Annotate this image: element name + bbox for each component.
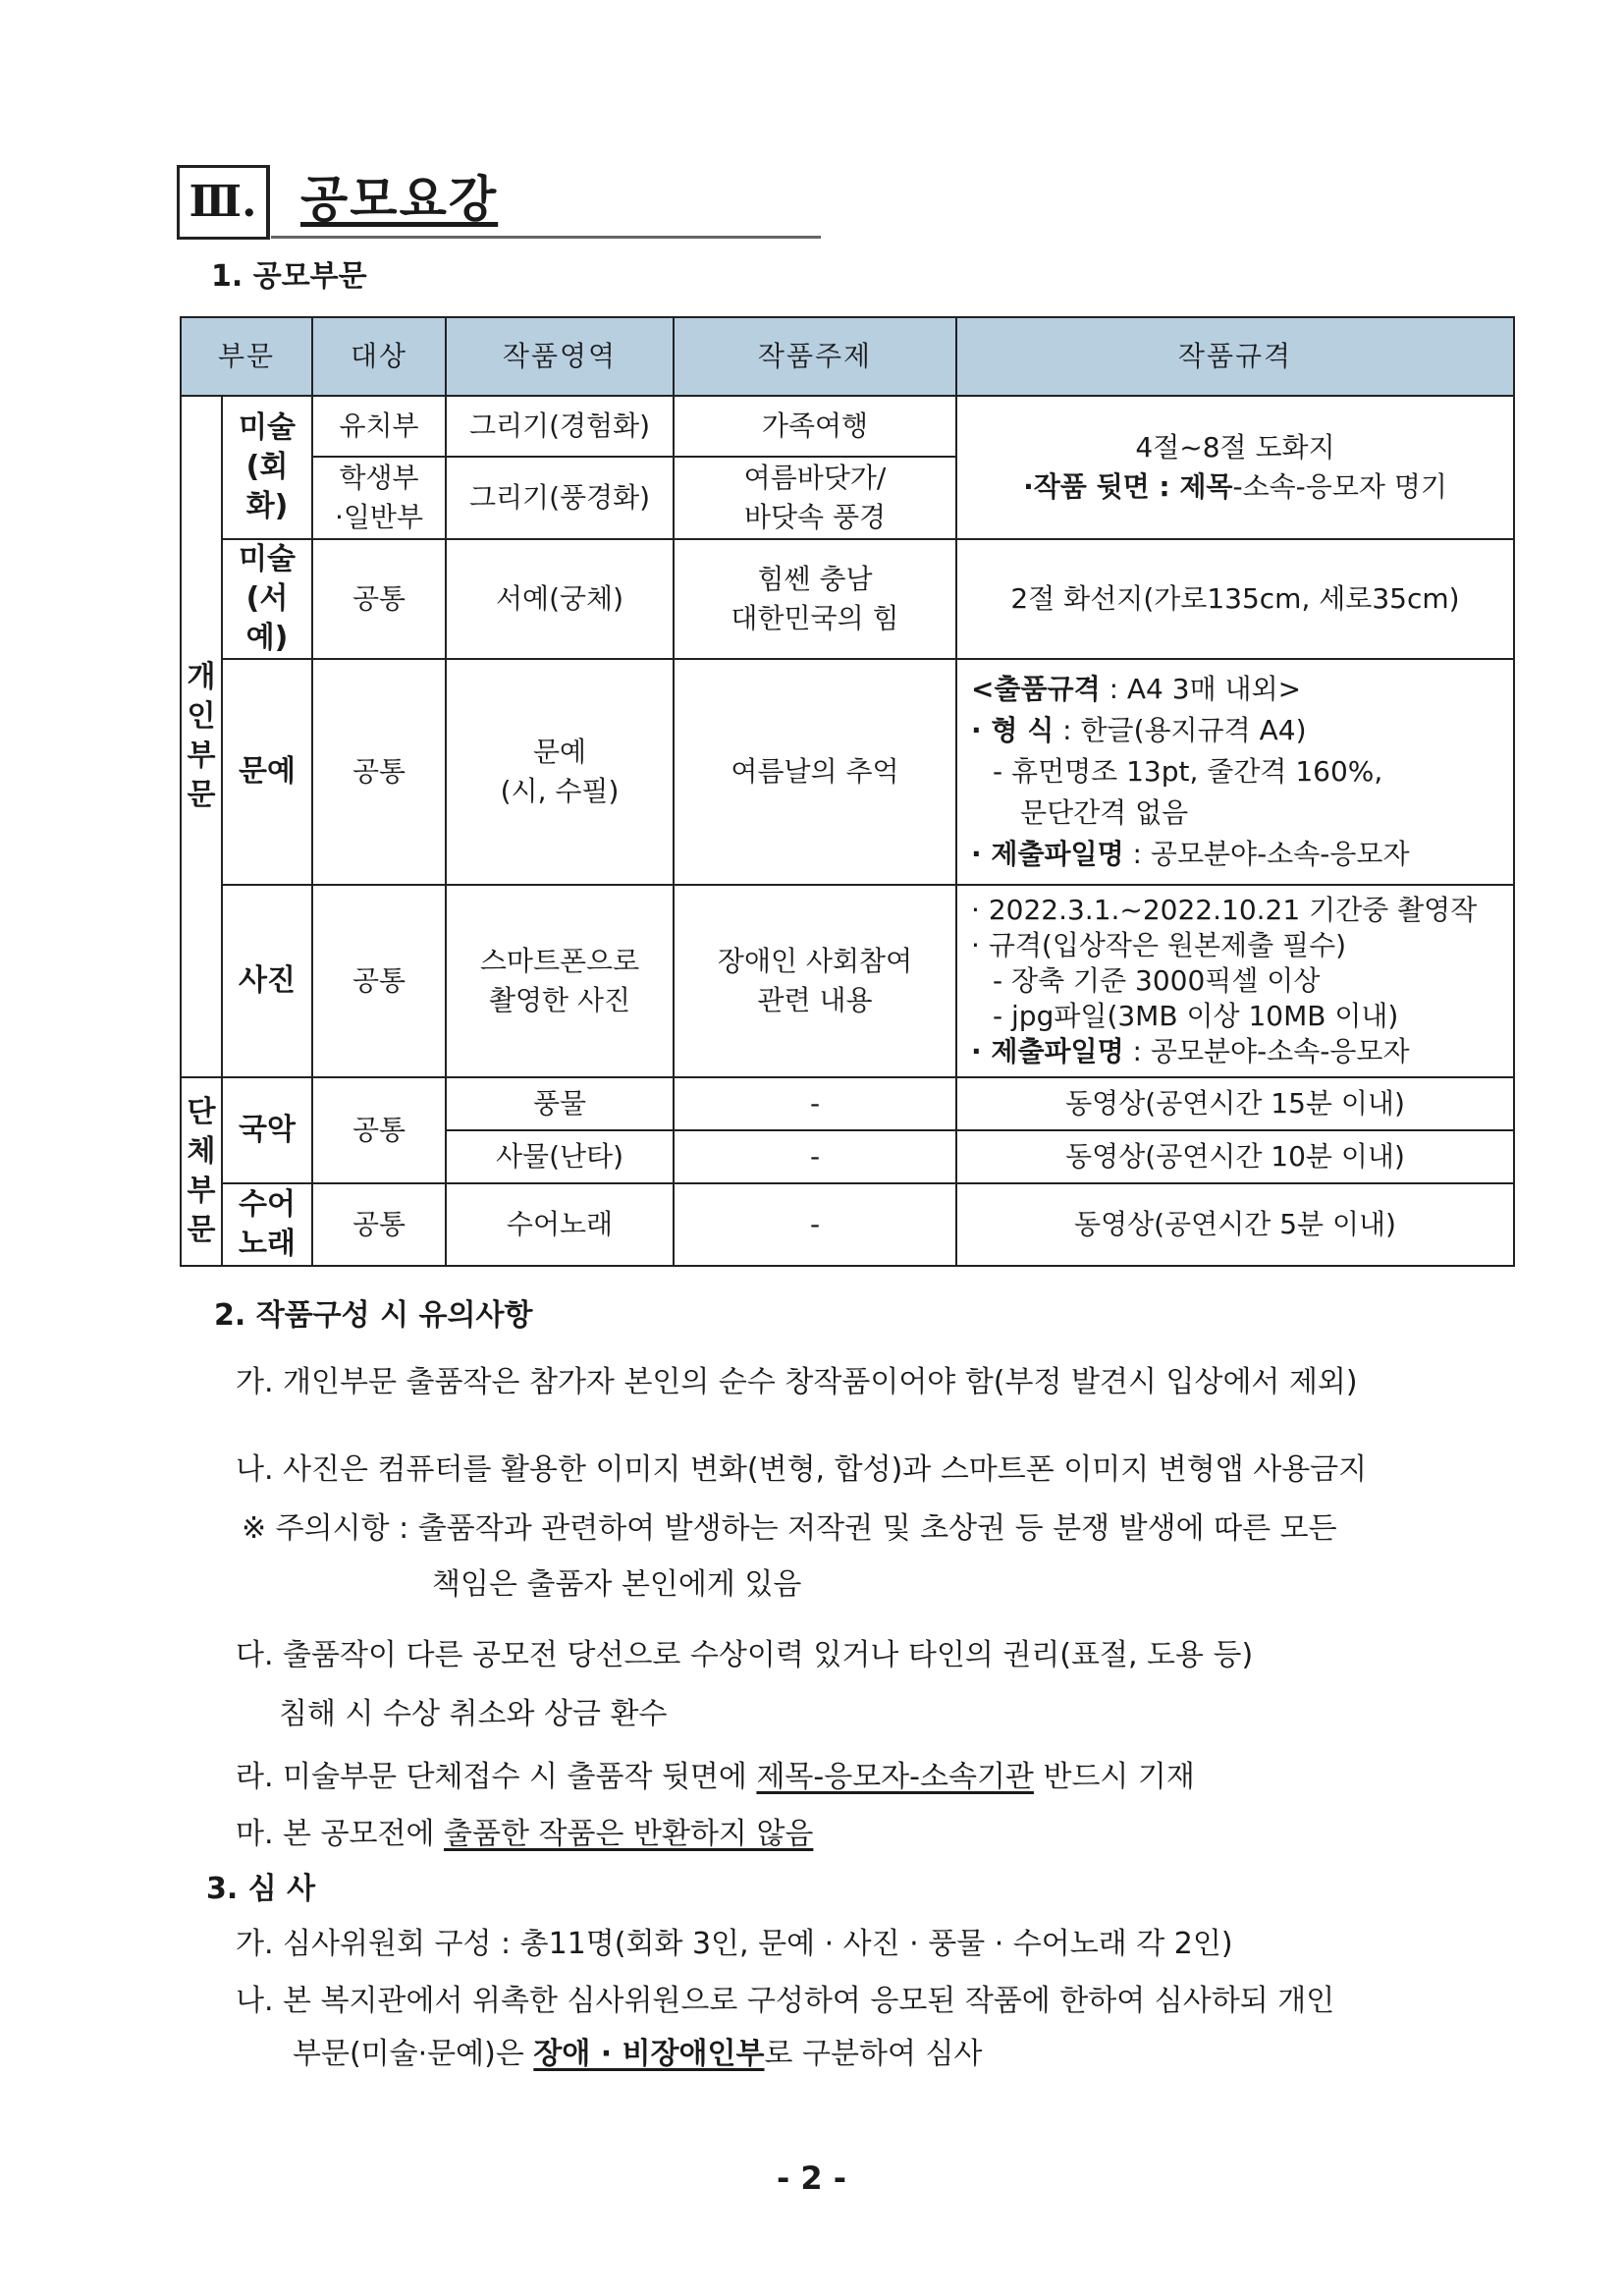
target-cell: 공통	[312, 885, 446, 1077]
spec-cell: 동영상(공연시간 15분 이내)	[956, 1077, 1514, 1130]
area-cell: 문예 (시, 수필)	[446, 659, 674, 885]
area-cell: 수어노래	[446, 1183, 674, 1266]
target-cell: 공통	[312, 1077, 446, 1183]
theme-cell: 장애인 사회참여 관련 내용	[674, 885, 956, 1077]
note-da-2: 침해 시 수상 취소와 상금 환수	[279, 1697, 668, 1731]
note-caution-2: 책임은 출품자 본인에게 있음	[432, 1567, 802, 1602]
table-row	[181, 1183, 1514, 1266]
note-caution-1: ※ 주의시항 : 출품작과 관련하여 발생하는 저작권 및 초상권 등 분쟁 발생에 따른 모든	[242, 1511, 1337, 1546]
category-sign-song: 수어 노래	[222, 1183, 312, 1266]
area-cell: 풍물	[446, 1077, 674, 1130]
note-ga: 가. 개인부문 출품작은 참가자 본인의 순수 창작품이어야 함(부정 발견시 입상에서 제외)	[236, 1365, 1358, 1399]
table-row	[181, 659, 1514, 885]
theme-cell: -	[674, 1077, 956, 1130]
review-na-2: 부문(미술·문예)은 장애 · 비장애인부로 구분하여 심사	[293, 2037, 983, 2071]
spec-art-calligraphy: 2절 화선지(가로135cm, 세로35cm)	[956, 539, 1514, 659]
subheading-precautions: 2. 작품구성 시 유의사항	[214, 1298, 533, 1333]
section-rule	[271, 236, 821, 239]
category-art-calligraphy: 미술 (서예)	[222, 539, 312, 659]
header-category: 부문	[181, 317, 312, 396]
header-target: 대상	[312, 317, 446, 396]
theme-cell: 힘쎈 충남 대한민국의 힘	[674, 539, 956, 659]
target-cell: 공통	[312, 1183, 446, 1266]
header-spec: 작품규격	[956, 317, 1514, 396]
note-na: 나. 사진은 컴퓨터를 활용한 이미지 변화(변형, 합성)과 스마트폰 이미지 변형앱 사용금지	[236, 1452, 1368, 1487]
note-ra: 라. 미술부문 단체접수 시 출품작 뒷면에 제목-응모자-소속기관 반드시 기재	[236, 1760, 1195, 1794]
area-cell: 그리기(경험화)	[446, 396, 674, 457]
page-number: - 2 -	[776, 2159, 847, 2197]
theme-cell: 여름바닷가/ 바닷속 풍경	[674, 457, 956, 539]
subheading-contest-categories: 1. 공모부문	[211, 259, 367, 294]
table-row	[181, 885, 1514, 1077]
section-title: 공모요강	[300, 171, 499, 228]
theme-cell: 여름날의 추억	[674, 659, 956, 885]
spec-cell: 동영상(공연시간 5분 이내)	[956, 1183, 1514, 1266]
area-cell: 서예(궁체)	[446, 539, 674, 659]
section-number: Ⅲ.	[177, 165, 270, 240]
table-header-row	[181, 317, 1514, 396]
section-heading	[177, 165, 825, 240]
spec-cell: 동영상(공연시간 10분 이내)	[956, 1130, 1514, 1183]
target-cell: 학생부 ·일반부	[312, 457, 446, 539]
review-na-1: 나. 본 복지관에서 위촉한 심사위원으로 구성하여 응모된 작품에 한하여 심사하되 개인	[236, 1984, 1335, 2018]
group-individual: 개 인 부 문	[181, 396, 222, 1077]
theme-cell: -	[674, 1183, 956, 1266]
theme-cell: -	[674, 1130, 956, 1183]
group-team: 단 체 부 문	[181, 1077, 222, 1266]
category-gugak: 국악	[222, 1077, 312, 1183]
spec-literature: <출품규격 : A4 3매 내외> · 형 식 : 한글(용지규격 A4) - 휴먼명조 13pt, 줄간격 160%, 문단간격 없음 · 제출파일명 : 공모분야-소속-응모자	[956, 659, 1514, 885]
area-cell: 스마트폰으로 촬영한 사진	[446, 885, 674, 1077]
area-cell: 사물(난타)	[446, 1130, 674, 1183]
category-photo: 사진	[222, 885, 312, 1077]
contest-table	[180, 316, 1515, 1267]
table-row	[181, 396, 1514, 457]
subheading-review: 3. 심 사	[206, 1872, 316, 1906]
area-cell: 그리기(풍경화)	[446, 457, 674, 539]
spec-photo: · 2022.3.1.~2022.10.21 기간중 촬영작 · 규격(입상작은 원본제출 필수) - 장축 기준 3000픽셀 이상 - jpg파일(3MB 이상 10MB 이내) · 제출파일명 : 공모분야-소속-응모자	[956, 885, 1514, 1077]
category-literature: 문예	[222, 659, 312, 885]
header-area: 작품영역	[446, 317, 674, 396]
table-row	[181, 539, 1514, 659]
theme-cell: 가족여행	[674, 396, 956, 457]
target-cell: 공통	[312, 539, 446, 659]
target-cell: 공통	[312, 659, 446, 885]
spec-art-painting: 4절~8절 도화지 ·작품 뒷면 : 제목-소속-응모자 명기	[956, 396, 1514, 539]
note-da-1: 다. 출품작이 다른 공모전 당선으로 수상이력 있거나 타인의 권리(표절, 도용 등)	[236, 1638, 1254, 1672]
category-art-painting: 미술 (회화)	[222, 396, 312, 539]
table-row	[181, 1077, 1514, 1130]
target-cell: 유치부	[312, 396, 446, 457]
note-ma: 마. 본 공모전에 출품한 작품은 반환하지 않음	[236, 1817, 814, 1851]
review-ga: 가. 심사위원회 구성 : 총11명(회화 3인, 문예 · 사진 · 풍물 · 수어노래 각 2인)	[236, 1927, 1233, 1961]
header-theme: 작품주제	[674, 317, 956, 396]
